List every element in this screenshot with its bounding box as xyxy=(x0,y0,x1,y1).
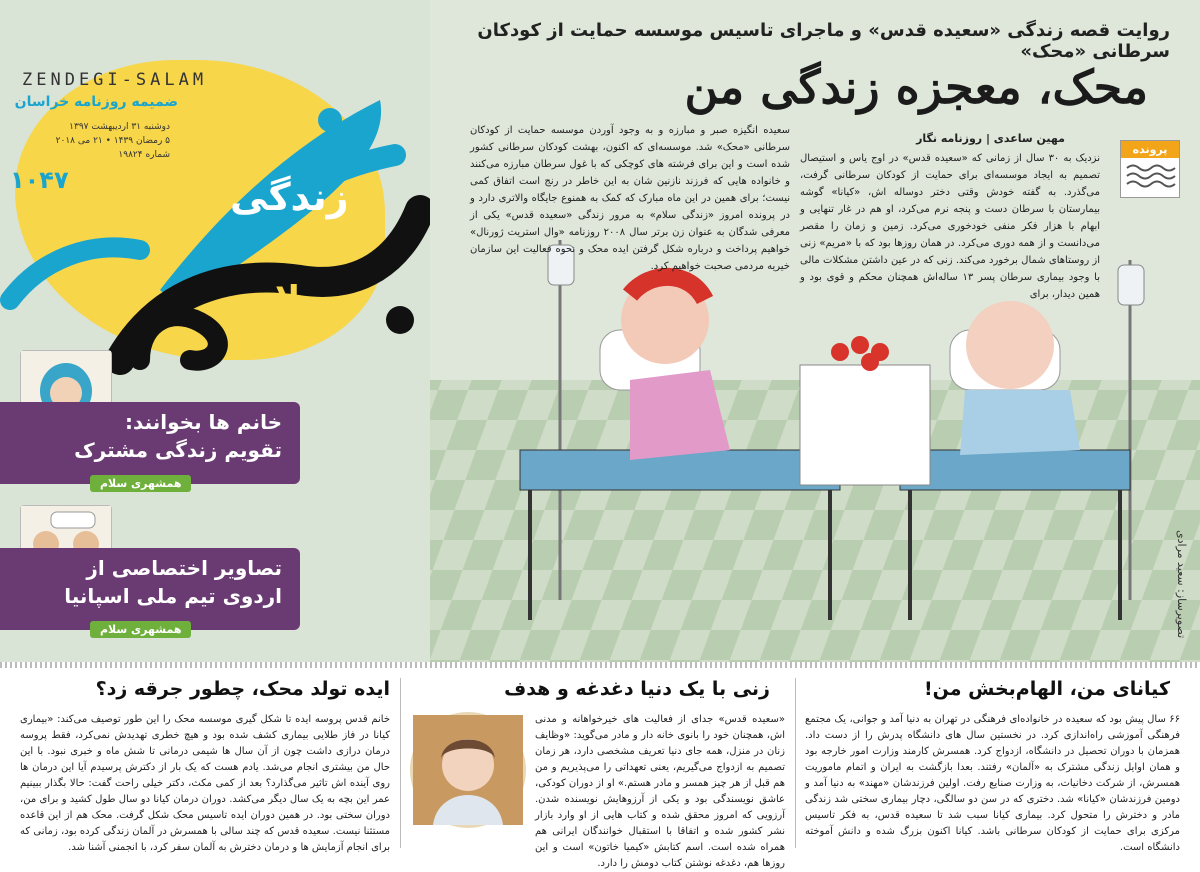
issue-line: شماره ۱۹۸۲۴ xyxy=(118,150,170,160)
promo-2-title-1: تصاویر اختصاصی از xyxy=(86,556,282,580)
illustrator-credit: تصویرساز: سعید مرادی xyxy=(1175,530,1188,639)
promo-2-badge: همشهری سلام xyxy=(90,621,191,638)
logo-word-1: زندگی xyxy=(230,175,349,219)
promo-1-badge: همشهری سلام xyxy=(90,475,191,492)
article-2-body: «سعیده قدس» جدای از فعالیت های خیرخواهانه و مدنی اش، همچنان خود را بانوی خانه دار و مادر می‌گوید: «وظایف زنان در منزل، همه جای دنیا تعریف مشخصی دارد، هر زمان تصمیم به ازدواج می‌گیریم، یعنی تعهداتی را می‌پذیریم و من هم قبل از هر چیز همسر و مادر هستم.» او از دوران کودکی، عاشق نویسندگی بود و یکی از آرزوهایش نویسنده شدن. آرزویی که امروز محقق شده و کتاب هایی از او وارد بازار نشر کشور شده و اتفاقا با استقبال خوانندگان ایرانی هم همراه شده است. اسم کتابش «کیمیا خاتون» است و این روزها هم، دغدغه نوشتن کتاب دومش را دارد. xyxy=(535,714,785,869)
masthead xyxy=(0,0,440,662)
article-2-title[interactable]: زنی با یک دنیا دغدغه و هدف xyxy=(504,678,770,700)
woman-portrait-icon xyxy=(413,715,523,825)
article-3-title[interactable]: ایده تولد محک، چطور جرقه زد؟ xyxy=(95,678,390,700)
promo-1-title-1: خانم ها بخوانند: xyxy=(125,410,282,434)
latin-title: ZENDEGI-SALAM xyxy=(22,70,208,90)
lead-kicker: روایت قصه زندگی «سعیده قدس» و ماجرای تاسیس موسسه حمایت از کودکان سرطانی «محک» xyxy=(477,20,1170,62)
author-portrait xyxy=(410,712,526,828)
promo-1-title-2: تقویم زندگی مشترک xyxy=(74,438,282,462)
column-rule-2 xyxy=(400,678,401,848)
promo-2-title-2: اردوی تیم ملی اسپانیا xyxy=(64,584,282,608)
dossier-tag xyxy=(1120,140,1180,198)
lead-headline[interactable]: محک، معجزه زندگی من xyxy=(684,60,1148,114)
article-3-body: خانم قدس پروسه ایده تا شکل گیری موسسه محک را این طور توصیف می‌کند: «بیماری کیانا در فاز طلایی بیماری کشف شده بود و هیچ خطری تهدیدش نمی‌کرد، فقط پروسه درمان درازی داشت چون از آن سال ها شیمی درمانی تا شش ماه و خبری نبود. با این حال من بیشتری انجام می‌شد. یادم هست که یک بار از دکترش پرسیدم آیا این درمان ها روی آینده اش تاثیر می‌گذارد؟ بعد از کمی مکث، دکتر خیلی راحت گفت: حالا بگذار ببینیم عمر این بچه به یک سال دیگر می‌کشد. دوران درمان کیانا دو سال طول کشید و برای من، دوران سختی بود. در همین دوران ایده تاسیس محک شکل گرفت. محک هم از این قاعده مستثنا نیست. سعیده قدس که چند سالی با همسرش در آلمان زندگی کرده بود، زمانی که برای انجام آزمایش ها و درمان دخترش به آلمان سفر کرد، با انجمنی آشنا شد. xyxy=(20,714,390,853)
dossier-tag-label: پرونده xyxy=(1121,141,1179,158)
logo-word-2: سلام xyxy=(250,279,335,319)
date-line-1: دوشنبه ۳۱ اردیبهشت ۱۳۹۷ xyxy=(69,122,170,132)
section-divider xyxy=(0,662,1200,668)
lead-column-left: سعیده انگیزه صبر و مبارزه و به وجود آوردن موسسه حمایت از کودکان سرطانی «محک» شد. موسسه‌ای که اکنون، بهشت کودکان سرطانی کشور شده است و این برای فرشته های کوچکی که با غول سرطان مبارزه می‌کنند و خانواده هایی که فرزند نازنین شان به این خاطر در رنج است اتفاق کمی نیست؛ برای همین در این ماه مبارک که کمک به همنوع جایگاه والاتری دارد و در پرونده امروز «زندگی سلام» به مرور زندگی «سعیده قدس» یکی از معرفی شدگان به عنوان زن برتر سال ۲۰۰۸ روزنامه «وال استریت ژورنال» خواهیم پرداخت و درباره شکل گرفتن ایده محک و نحوه فعالیت این سازمان خیریه مردمی صحبت خواهیم کرد. xyxy=(470,125,790,272)
promo-2[interactable] xyxy=(0,548,300,636)
waves-icon xyxy=(1121,158,1179,192)
article-1-body: ۶۶ سال پیش بود که سعیده در خانواده‌ای فرهنگی در تهران به دنیا آمد و جوانی، یک مجتمع فرهنگی آموزشی راه‌اندازی کرد. در نخستین سال های دانشگاه پدرش را از دست داد. همزمان با دوران تحصیل در دانشگاه، ازدواج کرد. همسرش کارمند وزارت امور خارجه بود و همان اوایل زندگی مشترک به «آلمان» رفتند. بعدا بازگشت به ایران و اتمام ماموریت همسرش، از شرکت دخانیات، به وزارت صنایع رفت. اولین فرزندشان «مهند» به دنیا آمد و دومین فرزندشان «کیانا» شد. دختری که در سن دو سالگی، دچار بیماری سختی شد زندگی مادر و دخترش را متحول کرد. بیماری کیانا سبب شد تا سعیده قدس، به فکر تاسیس مرکزی برای حمایت از کودکان سرطانی باشد. کیانا اکنون بزرگ شده و دانش آموخته دانشگاه است. xyxy=(805,714,1180,853)
masthead-logo xyxy=(0,60,440,370)
article-1-title[interactable]: کیانای من، الهام‌بخش من! xyxy=(923,678,1170,700)
date-line-2: ۵ رمضان ۱۴۳۹ • ۲۱ می ۲۰۱۸ xyxy=(55,136,170,146)
lead-byline: مهین ساعدی | روزنامه نگار xyxy=(916,132,1065,145)
column-rule-1 xyxy=(795,678,796,848)
issue-number: ۱۰۴۷ xyxy=(10,166,69,194)
supplement-title: ضمیمه روزنامه خراسان xyxy=(14,94,178,110)
promo-1[interactable] xyxy=(0,402,300,490)
lead-column-right: نزدیک به ۳۰ سال از زمانی که «سعیده قدس» در اوج یاس و استیصال تصمیم به ایجاد موسسه‌ای برای حمایت از کودکان سرطانی گرفت، می‌گذرد. به گفته خودش وقتی دختر دوساله اش، «کیانا» گوشه بیمارستان با سرطان دست و پنجه نرم می‌کرد، او هم در غار تنهایی و ابهام با هزار فکر منفی خودخوری می‌کرد. زمین و زمان را مقصر می‌دانست و از همه دوری می‌کرد. در همان روزها بود که با «مریم» زنی از روستاهای شمال برخورد می‌کند. زنی که در عین داشتن مشکلات مالی با وجود بیماری سرطان پسر ۱۳ ساله‌اش همچنان محکم و قوی بود و همین دیدار، برای xyxy=(800,153,1101,300)
